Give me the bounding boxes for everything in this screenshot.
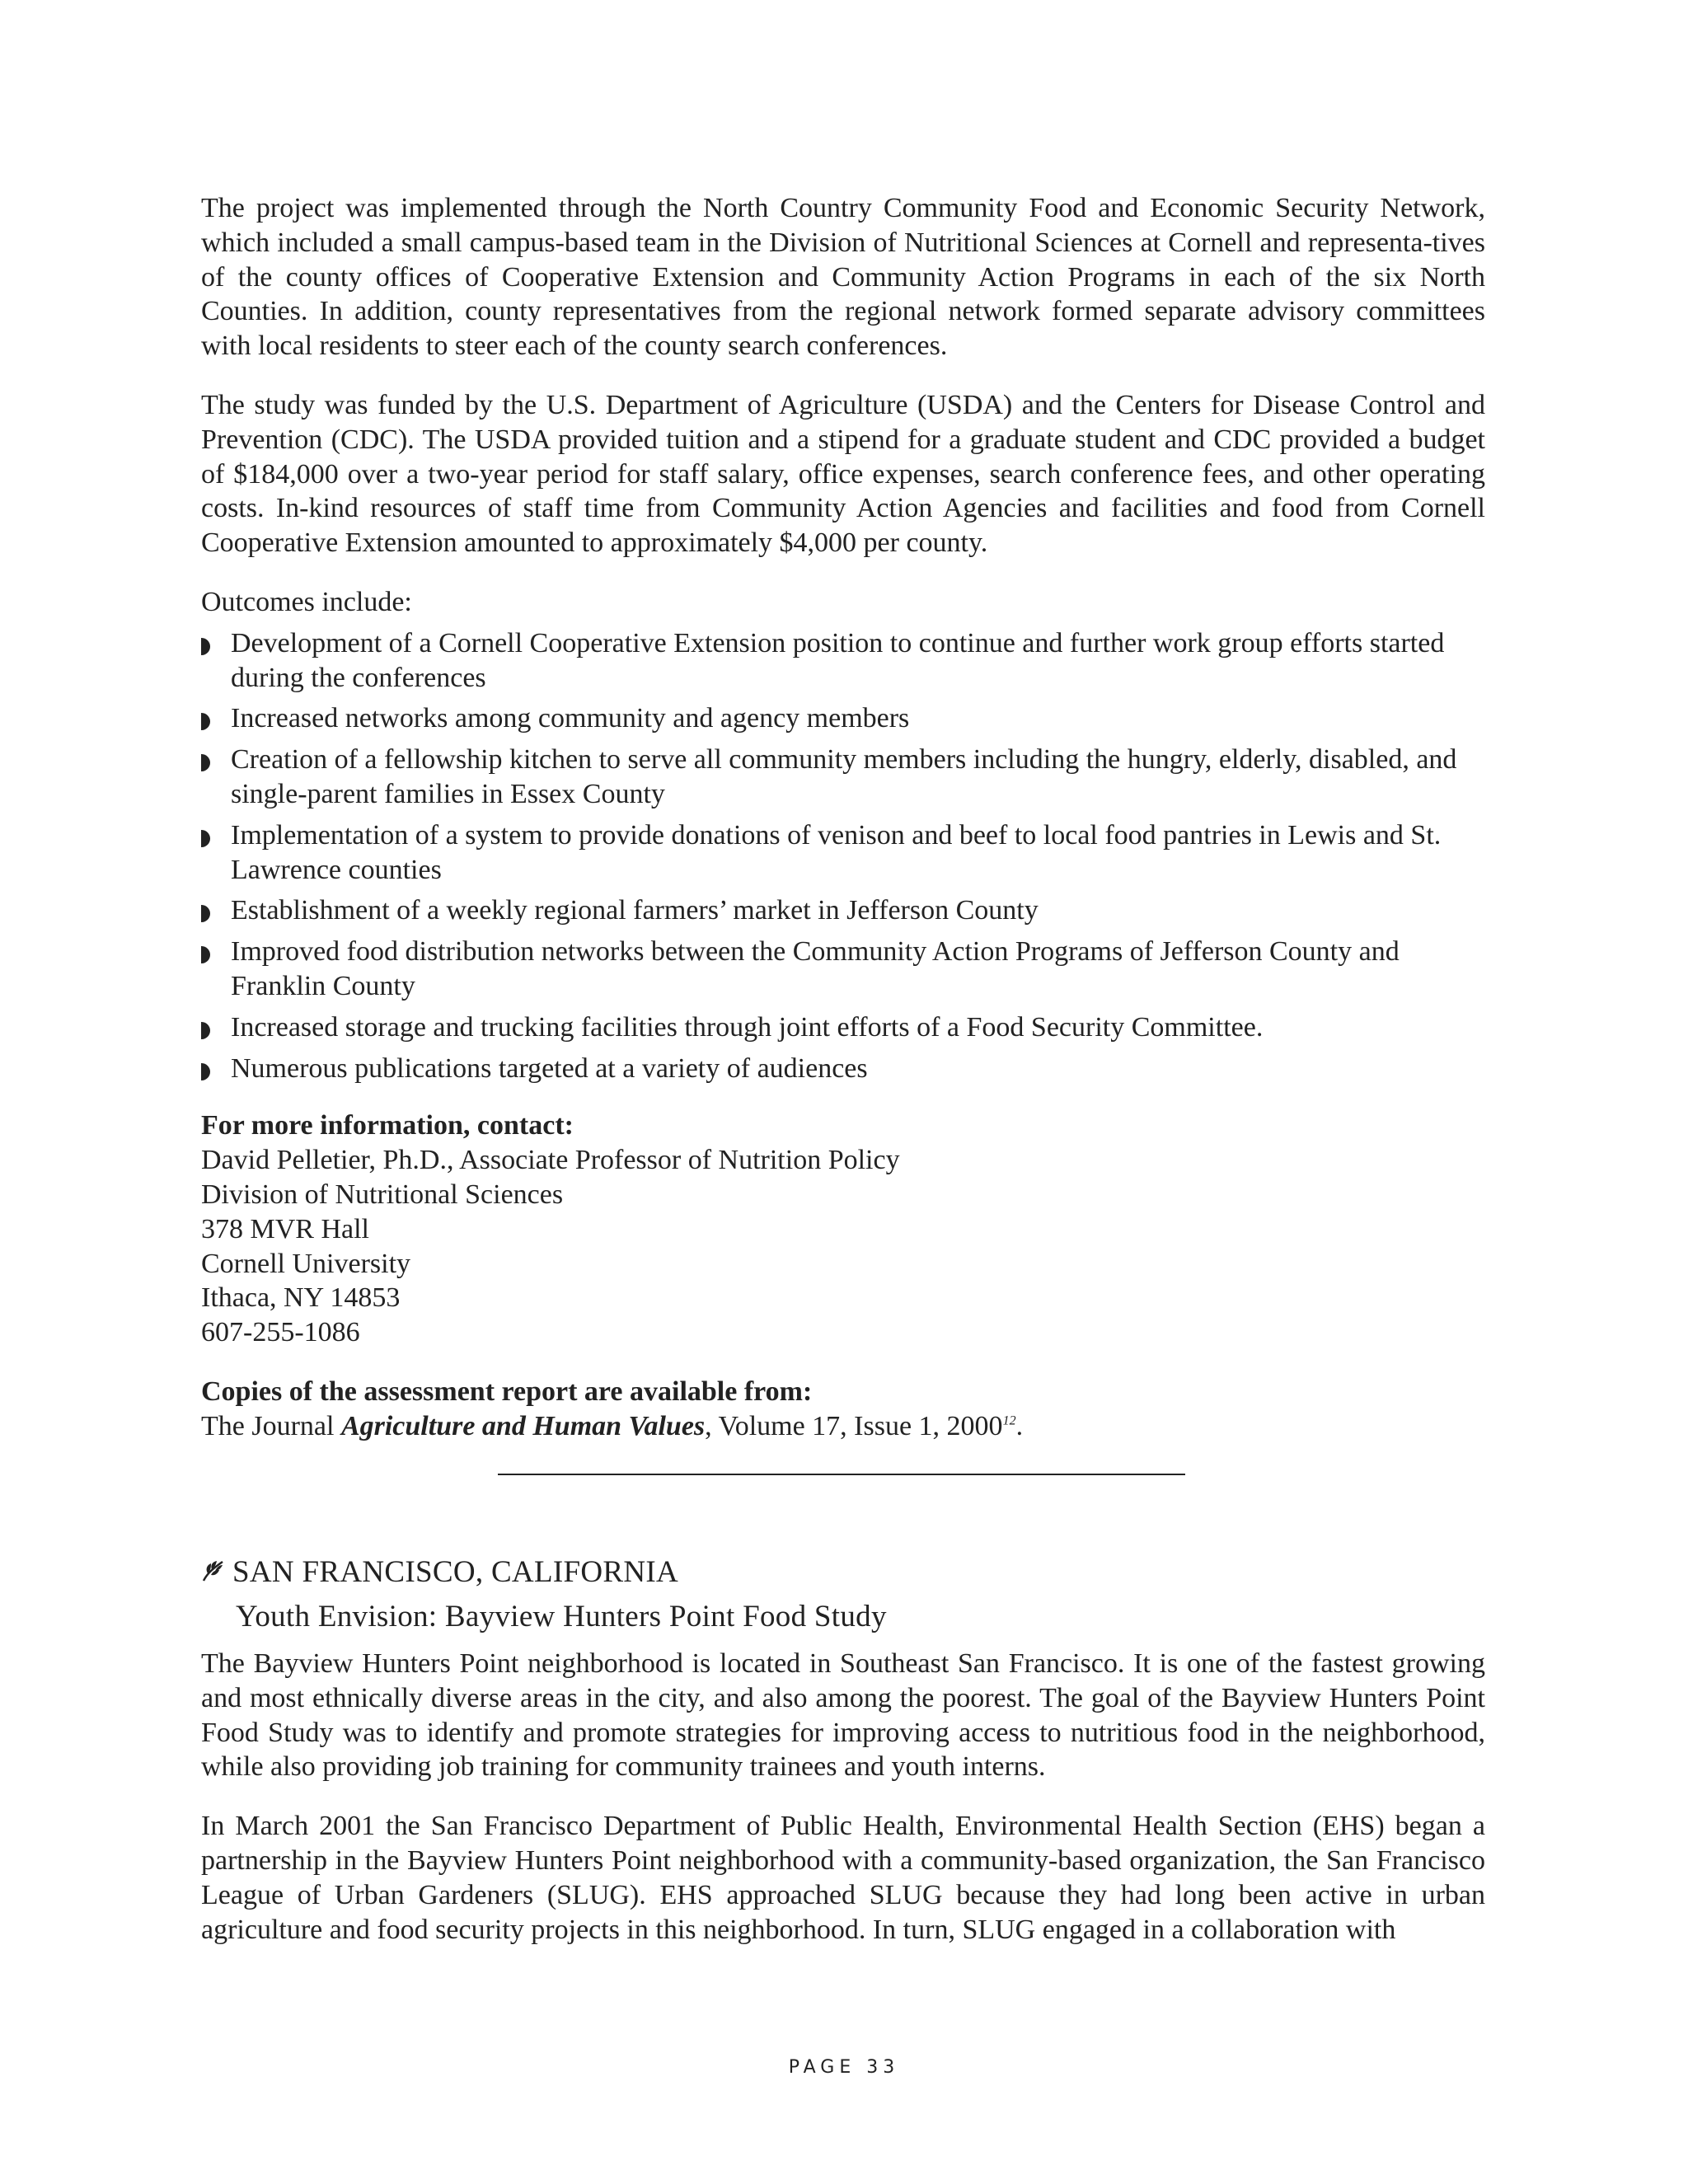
bullet-icon bbox=[201, 713, 210, 730]
list-item: Implementation of a system to provide donations of venison and beef to local food pantries in Lewis and St. Lawrence counties bbox=[201, 818, 1485, 888]
list-item: Increased networks among community and agency members bbox=[201, 701, 1485, 736]
paragraph-partnership: In March 2001 the San Francisco Department of Public Health, Environmental Health Section (EHS) began a partnership in the Bayview Hunters Point neighborhood with a community-based organization, the San Francisco League of Urban Gardeners (SLUG). EHS approached SLUG because they had long been active in urban agriculture and food security projects in this neighborhood. In turn, SLUG engaged in a collaboration with bbox=[201, 1811, 1485, 1945]
section-location: SAN FRANCISCO, CALIFORNIA bbox=[232, 1554, 679, 1589]
contact-division: Division of Nutritional Sciences bbox=[201, 1179, 564, 1210]
contact-university: Cornell University bbox=[201, 1248, 411, 1279]
bullet-icon bbox=[201, 754, 210, 771]
list-item: Improved food distribution networks between the Community Action Programs of Jefferson County and Franklin County bbox=[201, 935, 1485, 1004]
bullet-icon bbox=[201, 946, 210, 963]
bullet-icon bbox=[201, 1022, 210, 1039]
bullet-icon bbox=[201, 1063, 210, 1080]
list-item: Creation of a fellowship kitchen to serve all community members including the hungry, elderly, disabled, and single-parent families in Essex County bbox=[201, 743, 1485, 812]
journal-title: Agriculture and Human Values bbox=[340, 1410, 706, 1441]
outcomes-list bbox=[201, 626, 1485, 1086]
section-body bbox=[201, 1647, 1485, 1947]
list-item: Increased storage and trucking facilities through joint efforts of a Food Security Committee. bbox=[201, 1010, 1485, 1045]
footnote-ref: 12 bbox=[1002, 1413, 1016, 1428]
outcomes-intro: Outcomes include: bbox=[201, 586, 412, 617]
leaf-icon-svg bbox=[201, 1558, 226, 1583]
paragraph-funding: The study was funded by the U.S. Department of Agriculture (USDA) and the Centers for Disease Control and Prevention (CDC). The USDA provided tuition and a stipend for a graduate student and CDC provided a budget of $184,000 over a two-year period for staff salary, office expenses, search conference fees, and other operating costs. In-kind resources of staff time from Community Action Agencies and facilities and food from Cornell Cooperative Extension amounted to approximately $4,000 per county. bbox=[201, 389, 1485, 559]
paragraph-network: The project was implemented through the North Country Community Food and Economic Security Network, which included a small campus-based team in the Division of Nutritional Sciences at Cornell and representa-tives of the county offices of Cooperative Extension and Community Action Programs in each of the six North Counties. In addition, county representatives from the regional network formed separate advisory committees with local residents to steer each of the county search conferences. bbox=[201, 193, 1485, 362]
contact-block bbox=[201, 1108, 1485, 1350]
bullet-icon bbox=[201, 830, 210, 847]
contact-label: For more information, contact: bbox=[201, 1110, 574, 1141]
list-item: Development of a Cornell Cooperative Extension position to continue and further work group efforts started during the conferences bbox=[201, 626, 1485, 696]
contact-building: 378 MVR Hall bbox=[201, 1213, 369, 1244]
section-subtitle: Youth Envision: Bayview Hunters Point Food Study bbox=[236, 1600, 887, 1634]
paragraph-bayview: The Bayview Hunters Point neighborhood is located in Southeast San Francisco. It is one of the fastest growing and most ethnically diverse areas in the city, and also among the poorest. The goal of the Bayview Hunters Point Food Study was to identify and promote strategies for improving access to nutritious food in the neighborhood, while also providing job training for community trainees and youth interns. bbox=[201, 1648, 1485, 1783]
page-number: PAGE 33 bbox=[788, 2057, 900, 2078]
copies-citation: The Journal Agriculture and Human Values, Volume 17, Issue 1, 2000$^{12}$. bbox=[201, 1410, 1024, 1441]
section-divider bbox=[498, 1474, 1185, 1475]
bullet-icon bbox=[201, 638, 210, 655]
list-item: Establishment of a weekly regional farmers’ market in Jefferson County bbox=[201, 893, 1485, 928]
copies-block bbox=[201, 1375, 1485, 1444]
copies-label: Copies of the assessment report are available from: bbox=[201, 1376, 813, 1407]
contact-city: Ithaca, NY 14853 bbox=[201, 1282, 401, 1314]
main-content bbox=[201, 191, 1485, 1971]
list-item: Numerous publications targeted at a variety of audiences bbox=[201, 1052, 1485, 1086]
section-heading bbox=[201, 1551, 1485, 1639]
contact-name: David Pelletier, Ph.D., Associate Professor of Nutrition Policy bbox=[201, 1145, 900, 1176]
bullet-icon bbox=[201, 905, 210, 922]
contact-phone: 607-255-1086 bbox=[201, 1317, 360, 1348]
leaf-icon bbox=[201, 1553, 232, 1596]
